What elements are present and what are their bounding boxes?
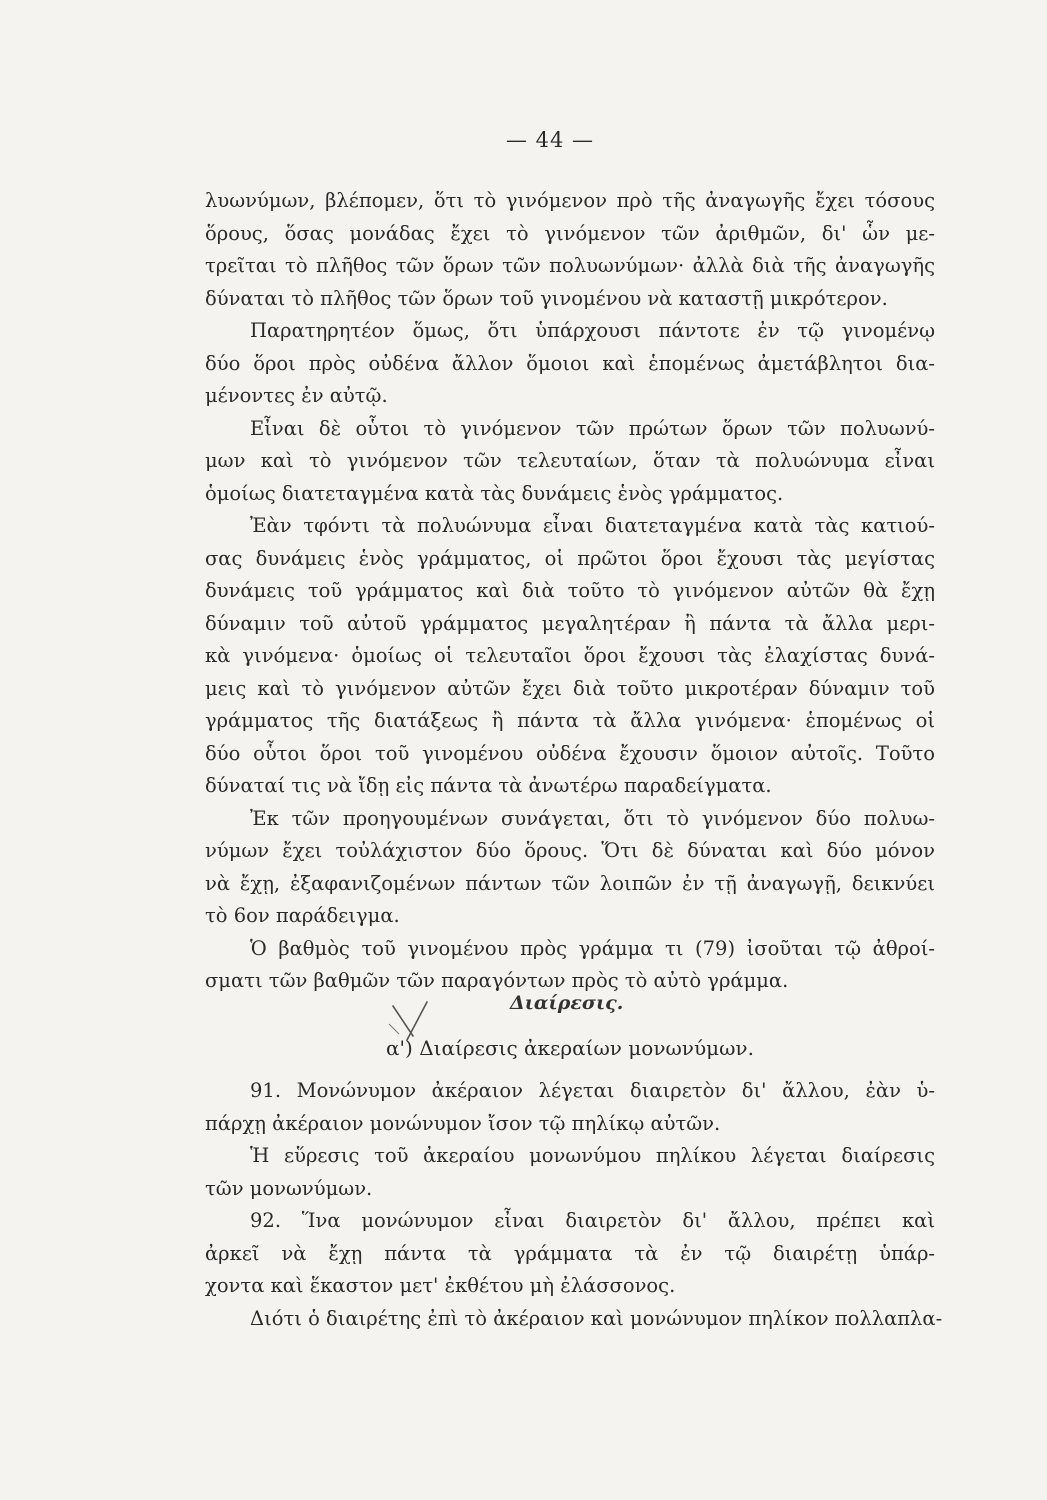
text-line: γράμματος τῆς διατάξεως ἢ πάντα τὰ ἄλλα γινόμενα· ἑπομένως οἱ [205, 709, 935, 732]
body-text-lower [205, 1075, 943, 1335]
text-line: Εἶναι δὲ οὗτοι τὸ γινόμενον τῶν πρώτων ὅρων τῶν πολυωνύ- [250, 416, 935, 440]
text-line: Διότι ὁ διαιρέτης ἐπὶ τὸ ἀκέραιον καὶ μονώνυμον πηλίκον πολλαπλα- [250, 1306, 943, 1330]
text-line: τρεῖται τὸ πλῆθος τῶν ὅρων τῶν πολυωνύμων· ἀλλὰ διὰ τῆς ἀναγωγῆς [205, 254, 935, 277]
text-line: νὰ ἔχῃ, ἐξαφανιζομένων πάντων τῶν λοιπῶν ἐν τῇ ἀναγωγῇ, δεικνύει [205, 871, 935, 895]
text-line: Ὁ βαθμὸς τοῦ γινομένου πρὸς γράμμα τι (79) ἰσοῦται τῷ ἀθροί- [250, 936, 935, 960]
text-line: μων καὶ τὸ γινόμενον τῶν τελευταίων, ὅταν τὰ πολυώνυμα εἶναι [205, 449, 935, 472]
body-text-upper [205, 185, 935, 998]
handwritten-heading: Διαίρεσις. [510, 992, 624, 1014]
text-line: μεις καὶ τὸ γινόμενον αὐτῶν ἔχει διὰ τοῦτο μικροτέραν δύναμιν τοῦ [205, 676, 935, 700]
text-line: σματι τῶν βαθμῶν τῶν παραγόντων πρὸς τὸ αὐτὸ γράμμα. [205, 969, 789, 992]
section-title: α') Διαίρεσις ἀκεραίων μονωνύμων. [386, 1036, 754, 1060]
text-line: χοντα καὶ ἕκαστον μετ' ἐκθέτου μὴ ἐλάσσονος. [205, 1274, 676, 1297]
text-line: ἀρκεῖ νὰ ἔχῃ πάντα τὰ γράμματα τὰ ἐν τῷ διαιρέτῃ ὑπάρ- [205, 1241, 935, 1265]
text-line: κὰ γινόμενα· ὁμοίως οἱ τελευταῖοι ὅροι ἔχουσι τὰς ἐλαχίστας δυνά- [205, 644, 935, 667]
text-line: σας δυνάμεις ἑνὸς γράμματος, οἱ πρῶτοι ὅροι ἔχουσι τὰς μεγίστας [205, 546, 935, 570]
text-line: Παρατηρητέον ὅμως, ὅτι ὑπάρχουσι πάντοτε ἐν τῷ γινομένῳ [250, 319, 935, 342]
text-line: Ἐὰν τφόντι τὰ πολυώνυμα εἶναι διατεταγμένα κατὰ τὰς κατιού- [250, 514, 935, 537]
text-line: Ἐκ τῶν προηγουμένων συνάγεται, ὅτι τὸ γινόμενον δύο πολυω- [250, 806, 935, 830]
text-line: δύναμιν τοῦ αὐτοῦ γράμματος μεγαλητέραν ἢ πάντα τὰ ἄλλα μερι- [205, 611, 935, 635]
text-line: τὸ 6ον παράδειγμα. [205, 904, 400, 927]
text-line: δύναται τὸ πλῆθος τῶν ὅρων τοῦ γινομένου νὰ καταστῇ μικρότερον. [205, 286, 888, 310]
text-line: ὁμοίως διατεταγμένα κατὰ τὰς δυνάμεις ἑνὸς γράμματος. [205, 481, 784, 505]
text-line: τῶν μονωνύμων. [205, 1176, 373, 1200]
text-line: λυωνύμων, βλέπομεν, ὅτι τὸ γινόμενον πρὸ τῆς ἀναγωγῆς ἔχει τόσους [205, 189, 935, 212]
text-line: ὅρους, ὅσας μονάδας ἔχει τὸ γινόμενον τῶν ἀριθμῶν, δι' ὧν με- [205, 221, 935, 245]
text-line: Ἡ εὕρεσις τοῦ ἀκεραίου μονωνύμου πηλίκου λέγεται διαίρεσις [250, 1144, 935, 1167]
text-line: μένοντες ἐν αὐτῷ. [205, 384, 388, 407]
text-line: δύο οὗτοι ὅροι τοῦ γινομένου οὐδένα ἔχουσιν ὅμοιον αὐτοῖς. Τοῦτο [205, 741, 935, 765]
text-line: 92. Ἵνα μονώνυμον εἶναι διαιρετὸν δι' ἄλλου, πρέπει καὶ [250, 1209, 935, 1232]
text-line: δυνάμεις τοῦ γράμματος καὶ διὰ τοῦτο τὸ γινόμενον αὐτῶν θὰ ἔχῃ [205, 579, 935, 602]
text-line: 91. Μονώνυμον ἀκέραιον λέγεται διαιρετὸν δι' ἄλλου, ἐὰν ὑ- [250, 1079, 935, 1102]
text-line: νύμων ἔχει τοὐλάχιστον δύο ὅρους. Ὅτι δὲ δύναται καὶ δύο μόνον [205, 839, 935, 862]
text-line: δύο ὅροι πρὸς οὐδένα ἄλλον ὅμοιοι καὶ ἑπομένως ἀμετάβλητοι δια- [205, 351, 935, 375]
page-number: — 44 — [505, 128, 595, 152]
text-line: δύναταί τις νὰ ἴδῃ εἰς πάντα τὰ ἀνωτέρω παραδείγματα. [205, 774, 772, 797]
text-line: πάρχῃ ἀκέραιον μονώνυμον ἴσον τῷ πηλίκῳ αὐτῶν. [205, 1111, 721, 1135]
